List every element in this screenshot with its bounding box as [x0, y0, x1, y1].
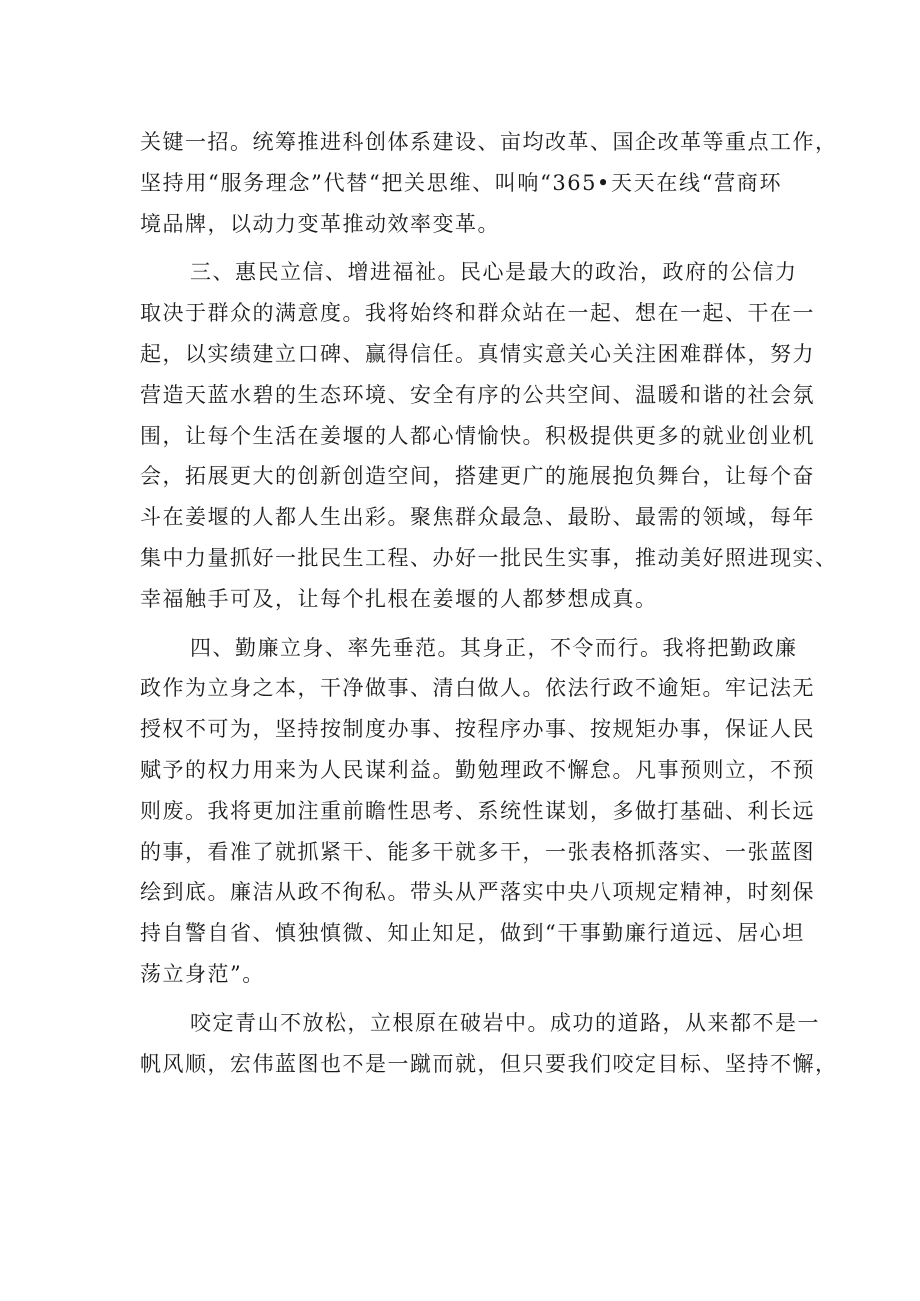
paragraph-heading-line: 四、勤廉立身、率先垂范。其身正，不令而行。我将把勤政廉	[190, 635, 798, 660]
text-line: 政作为立身之本，干净做事、清白做人。依法行政不逾矩。牢记法无	[140, 676, 815, 701]
text-line: 绘到底。廉洁从政不徇私。带头从严落实中央八项规定精神，时刻保	[140, 880, 815, 905]
text-line: 帆风顺，宏伟蓝图也不是一蹴而就，但只要我们咬定目标、坚持不懈，	[140, 1051, 838, 1076]
text-line: 荡立身范”。	[140, 961, 265, 986]
text-line: 境品牌，以动力变革推动效率变革。	[140, 211, 500, 236]
text-line: 斗在姜堰的人都人生出彩。聚焦群众最急、最盼、最需的领域，每年	[140, 505, 815, 530]
text-line: 赋予的权力用来为人民谋利益。勤勉理政不懈怠。凡事预则立，不预	[140, 757, 815, 782]
text-line: 取决于群众的满意度。我将始终和群众站在一起、想在一起、干在一	[140, 301, 815, 326]
text-line: 授权不可为，坚持按制度办事、按程序办事、按规矩办事，保证人民	[140, 717, 815, 742]
text-line: 则废。我将更加注重前瞻性思考、系统性谋划，多做打基础、利长远	[140, 798, 815, 823]
text-line: 持自警自省、慎独慎微、知止知足，做到“干事勤廉行道远、居心坦	[140, 921, 805, 946]
text-line: 营造天蓝水碧的生态环境、安全有序的公共空间、温暖和谐的社会氛	[140, 382, 815, 407]
text-line: 咬定青山不放松，立根原在破岩中。成功的道路，从来都不是一	[190, 1010, 820, 1035]
document-body	[140, 122, 838, 1084]
text-line: 围，让每个生活在姜堰的人都心情愉快。积极提供更多的就业创业机	[140, 423, 815, 448]
text-line: 会，拓展更大的创新创造空间，搭建更广的施展抱负舞台，让每个奋	[140, 464, 815, 489]
text-line: 集中力量抓好一批民生工程、办好一批民生实事，推动美好照进现实、	[140, 545, 838, 570]
text-line: 幸福触手可及，让每个扎根在姜堰的人都梦想成真。	[140, 586, 658, 611]
text-line: 坚持用“服务理念”代替“把关思维、叫响“365•天天在线“营商环	[140, 170, 782, 195]
paragraph-heading-line: 三、惠民立信、增进福祉。民心是最大的政治，政府的公信力	[190, 260, 798, 285]
text-line: 的事，看准了就抓紧干、能多干就多干，一张表格抓落实、一张蓝图	[140, 839, 815, 864]
text-line: 关键一招。统筹推进科创体系建设、亩均改革、国企改革等重点工作，	[140, 130, 838, 154]
text-line: 起，以实绩建立口碑、赢得信任。真情实意关心关注困难群体，努力	[140, 341, 815, 366]
